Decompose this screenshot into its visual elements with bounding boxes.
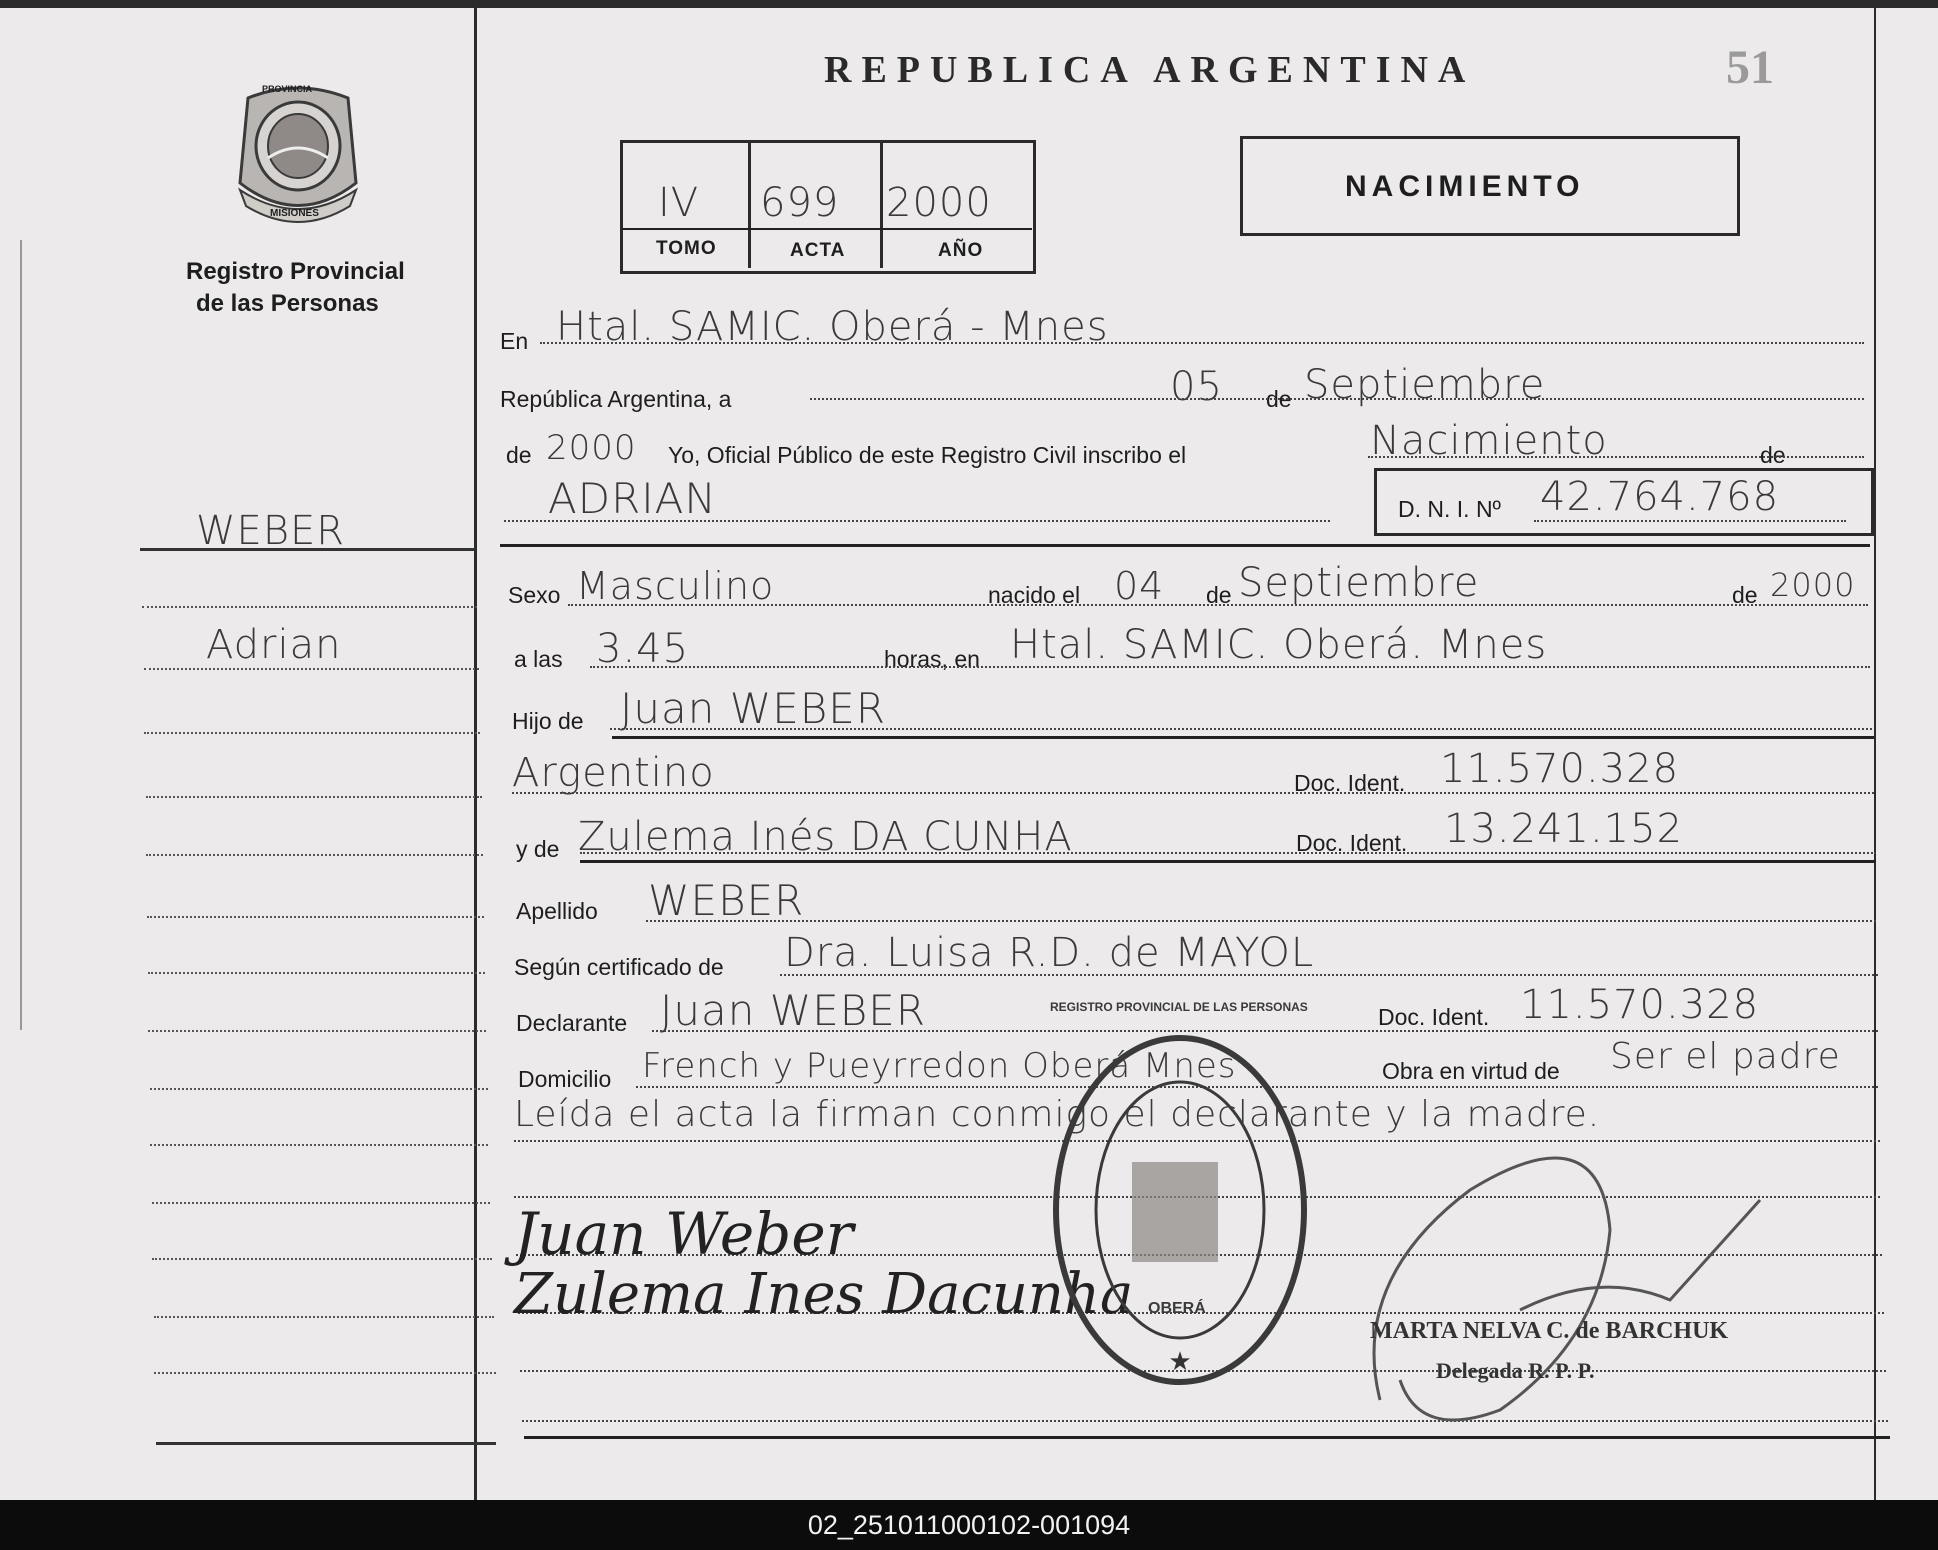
official-signature-icon <box>1340 1080 1780 1440</box>
signature-father: Juan Weber <box>514 1200 854 1268</box>
apellido-value: WEBER <box>648 876 805 925</box>
registry-name-line1: Registro Provincial <box>186 258 405 285</box>
stub-rule <box>150 1144 488 1146</box>
domicilio-value: French y Pueyrredon Oberá Mnes <box>642 1046 1237 1086</box>
en-label: En <box>500 328 529 354</box>
stub-rule <box>154 1372 496 1374</box>
stub-rule-main <box>140 548 475 551</box>
line-sexo <box>568 604 1868 606</box>
stub-surname: WEBER <box>196 508 346 554</box>
stamp-city: OBERÁ <box>1148 1300 1206 1317</box>
line-time <box>590 666 1870 668</box>
domicilio-label: Domicilio <box>518 1066 612 1092</box>
declarante-label: Declarante <box>516 1010 628 1036</box>
register-box-rule <box>622 228 1032 230</box>
line-oficial <box>1368 456 1864 458</box>
binding-thread <box>20 240 22 1030</box>
stub-rule <box>144 668 479 670</box>
obra-value: Ser el padre <box>1610 1036 1841 1077</box>
page-fold-line <box>474 0 477 1500</box>
declarante-doc-label: Doc. Ident. <box>1378 1004 1490 1030</box>
signature-mother: Zulema Ines Dacunha <box>514 1262 1134 1327</box>
register-box-divider <box>748 142 751 268</box>
seal-top-text: PROVINCIA <box>262 84 313 94</box>
father-nationality-value: Argentino <box>512 750 715 796</box>
de-label: de <box>1266 386 1292 412</box>
line-place <box>540 342 1864 344</box>
declarante-value: Juan WEBER <box>660 986 926 1035</box>
stub-rule <box>152 1258 492 1260</box>
birth-month-value: Septiembre <box>1238 560 1480 606</box>
horas-label: horas, en <box>884 646 980 672</box>
official-name: MARTA NELVA C. de BARCHUK <box>1370 1318 1729 1344</box>
mother-value: Zulema Inés DA CUNHA <box>578 814 1073 860</box>
image-caption: 02_251011000102-001094 <box>0 1500 1938 1550</box>
rule-section-2 <box>580 860 1876 863</box>
birth-time-value: 3.45 <box>596 626 690 672</box>
de-label-3: de <box>1206 582 1232 608</box>
page-number: 51 <box>1726 41 1774 94</box>
official-title: Delegada R. P. P. <box>1436 1358 1595 1383</box>
line-certificate <box>780 974 1878 976</box>
mother-doc-value: 13.241.152 <box>1444 806 1684 852</box>
act-kind-value: Nacimiento <box>1370 418 1608 464</box>
ano-value: 2000 <box>886 180 992 226</box>
stub-rule <box>148 1030 486 1032</box>
acta-label: ACTA <box>790 240 846 261</box>
stub-rule <box>147 916 484 918</box>
registry-name-line2: de las Personas <box>196 290 379 317</box>
republica-label: República Argentina, a <box>500 386 732 412</box>
ano-label: AÑO <box>938 240 984 261</box>
line-person-name <box>504 520 1330 522</box>
segun-label: Según certificado de <box>514 954 724 980</box>
stub-rule <box>146 854 483 856</box>
line-dni <box>1534 520 1846 522</box>
tomo-value: IV <box>658 180 700 226</box>
official-stamp-icon <box>1040 1020 1320 1400</box>
top-edge <box>0 0 1938 8</box>
birth-year-value: 2000 <box>1770 566 1856 604</box>
acta-value: 699 <box>760 180 840 226</box>
oficial-text: Yo, Oficial Público de este Registro Civil inscribo el <box>668 442 1187 468</box>
year-value: 2000 <box>546 428 637 468</box>
de-label-2: de <box>1760 442 1786 468</box>
obra-label: Obra en virtud de <box>1382 1058 1560 1084</box>
father-value: Juan WEBER <box>620 684 886 733</box>
closing-value: Leída el acta la firman conmigo el declarante y la madre. <box>514 1094 1601 1135</box>
nacido-label: nacido el <box>988 582 1081 608</box>
stub-rule <box>142 606 477 608</box>
svg-text:★: ★ <box>1168 1346 1192 1376</box>
line-date <box>810 398 1864 400</box>
sexo-value: Masculino <box>576 564 775 608</box>
person-name-value: ADRIAN <box>548 474 717 523</box>
declarante-doc-value: 11.570.328 <box>1520 982 1760 1028</box>
birth-place-value: Htal. SAMIC. Oberá. Mnes <box>1010 622 1548 668</box>
line-father <box>610 728 1872 730</box>
stub-given-name: Adrian <box>206 622 342 668</box>
month-value: Septiembre <box>1304 362 1546 408</box>
dni-value: 42.764.768 <box>1540 474 1780 520</box>
birth-day-value: 04 <box>1114 564 1165 608</box>
stub-rule <box>150 1088 488 1090</box>
stub-rule <box>152 1202 490 1204</box>
stub-rule <box>146 796 482 798</box>
stamp-text: REGISTRO PROVINCIAL DE LAS PERSONAS <box>1050 1000 1308 1014</box>
line-nationality <box>512 792 1874 794</box>
stub-rule <box>144 732 480 734</box>
de-label-4: de <box>1732 582 1758 608</box>
line-apellido <box>646 920 1876 922</box>
certificate-value: Dra. Luisa R.D. de MAYOL <box>784 930 1315 976</box>
line-mother <box>580 852 1876 854</box>
rule-father <box>612 736 1874 739</box>
hijo-label: Hijo de <box>512 708 584 734</box>
tomo-label: TOMO <box>656 238 717 259</box>
year-prefix-label: de <box>506 442 532 468</box>
country-title: REPUBLICA ARGENTINA <box>824 49 1476 91</box>
register-box-divider <box>880 142 883 268</box>
seal-bottom-text: MISIONES <box>270 208 319 219</box>
yde-label: y de <box>516 836 560 862</box>
dni-label: D. N. I. Nº <box>1398 496 1501 522</box>
apellido-label: Apellido <box>516 898 598 924</box>
stub-rule <box>148 972 485 974</box>
father-doc-value: 11.570.328 <box>1440 746 1680 792</box>
page-right-border <box>1874 0 1876 1500</box>
rule-section-1 <box>500 544 1870 547</box>
place-value: Htal. SAMIC. Oberá - Mnes <box>556 304 1109 350</box>
record-type: NACIMIENTO <box>1345 170 1585 203</box>
a-las-label: a las <box>514 646 563 672</box>
stub-rule <box>154 1316 494 1318</box>
stub-rule-end <box>156 1442 496 1445</box>
day-value: 05 <box>1170 364 1223 410</box>
mother-doc-label: Doc. Ident. <box>1296 830 1408 856</box>
father-doc-label: Doc. Ident. <box>1294 770 1406 796</box>
sexo-label: Sexo <box>508 582 561 608</box>
